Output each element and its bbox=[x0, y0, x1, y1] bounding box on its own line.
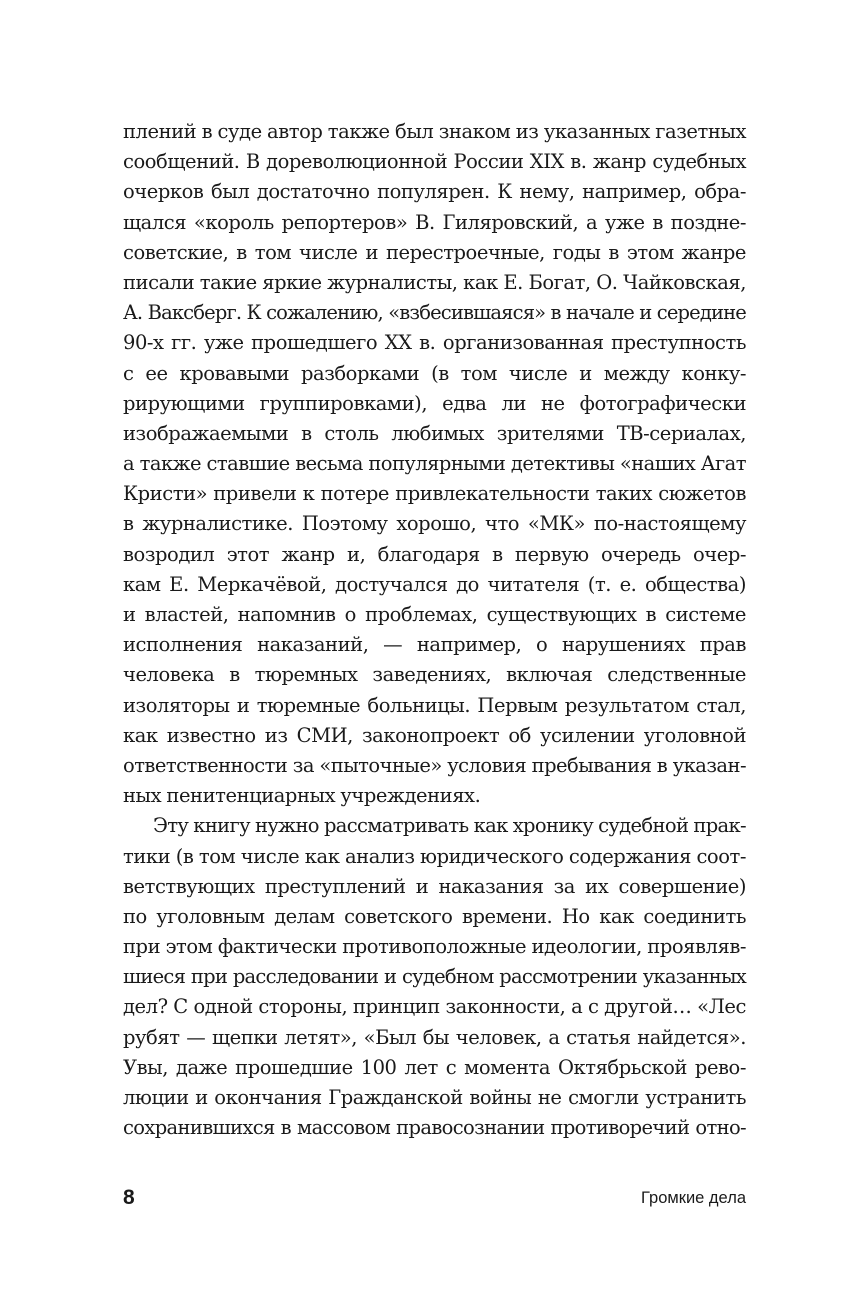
text-line: ответственности за «пыточные» условия пребывания в указан- bbox=[123, 753, 746, 777]
text-line: возродил этот жанр и, благодаря в первую очередь очер- bbox=[123, 542, 746, 566]
text-line: очерков был достаточно популярен. К нему, например, обра- bbox=[123, 180, 746, 204]
text-line: ных пенитенциарных учреждениях. bbox=[123, 784, 481, 808]
text-line: изображаемыми в столь любимых зрителями ТВ-сериалах, bbox=[123, 421, 746, 445]
text-line: Кристи» привели к потере привлекательности таких сюжетов bbox=[123, 482, 746, 506]
text-line: а также ставшие весьма популярными детективы «наших Агат bbox=[123, 452, 746, 476]
paragraph bbox=[123, 811, 746, 1143]
text-line: 90-х гг. уже прошедшего XX в. организованная преступность bbox=[123, 331, 746, 355]
running-title: Громкие дела bbox=[641, 1189, 746, 1207]
paragraph bbox=[123, 117, 746, 811]
text-line: дел? С одной стороны, принцип законности, а с другой… «Лес bbox=[123, 995, 746, 1019]
text-line: люции и окончания Гражданской войны не смогли устранить bbox=[123, 1086, 746, 1109]
text-line: ветствующих преступлений и наказания за их совершение) bbox=[123, 874, 746, 898]
text-line: изоляторы и тюремные больницы. Первым результатом стал, bbox=[123, 693, 746, 717]
body-text bbox=[123, 117, 746, 1143]
text-line: человека в тюремных заведениях, включая следственные bbox=[123, 663, 746, 687]
text-line: при этом фактически противоположные идеологии, проявляв- bbox=[123, 935, 746, 959]
text-line: А. Ваксберг. К сожалению, «взбесившаяся» в начале и середине bbox=[123, 301, 746, 325]
text-line: плений в суде автор также был знаком из указанных газетных bbox=[123, 120, 746, 143]
text-line: тики (в том числе как анализ юридического содержания соот- bbox=[123, 844, 746, 868]
text-line: в журналистике. Поэтому хорошо, что «МК» по-настоящему bbox=[123, 512, 746, 536]
text-line: шиеся при расследовании и судебном рассмотрении указанных bbox=[123, 965, 746, 989]
text-line: рирующими группировками), едва ли не фотографически bbox=[123, 391, 746, 415]
text-line: с ее кровавыми разборками (в том числе и между конку- bbox=[123, 361, 746, 385]
text-line: рубят — щепки летят», «Был бы человек, а статья найдется». bbox=[123, 1025, 746, 1049]
text-line: Увы, даже прошедшие 100 лет с момента Октябрьской рево- bbox=[123, 1055, 746, 1079]
text-line: писали такие яркие журналисты, как Е. Богат, О. Чайковская, bbox=[123, 270, 746, 294]
text-line: кам Е. Меркачёвой, достучался до читателя (т. е. общества) bbox=[123, 572, 746, 596]
text-line: как известно из СМИ, законопроект об усилении уголовной bbox=[123, 723, 746, 747]
text-line: советские, в том числе и перестроечные, годы в этом жанре bbox=[123, 240, 746, 264]
text-line: щался «король репортеров» В. Гиляровский, а уже в поздне- bbox=[123, 210, 746, 234]
text-line: сохранившихся в массовом правосознании противоречий отно- bbox=[123, 1116, 746, 1140]
text-line: по уголовным делам советского времени. Но как соединить bbox=[123, 904, 746, 928]
text-line: сообщений. В дореволюционной России XIX в. жанр судебных bbox=[123, 150, 746, 174]
page-number: 8 bbox=[123, 1186, 135, 1209]
text-line: Эту книгу нужно рассматривать как хронику судебной прак- bbox=[153, 814, 746, 838]
text-line: и властей, напомнив о проблемах, существующих в системе bbox=[123, 603, 746, 626]
text-line: исполнения наказаний, — например, о нарушениях прав bbox=[123, 633, 746, 657]
